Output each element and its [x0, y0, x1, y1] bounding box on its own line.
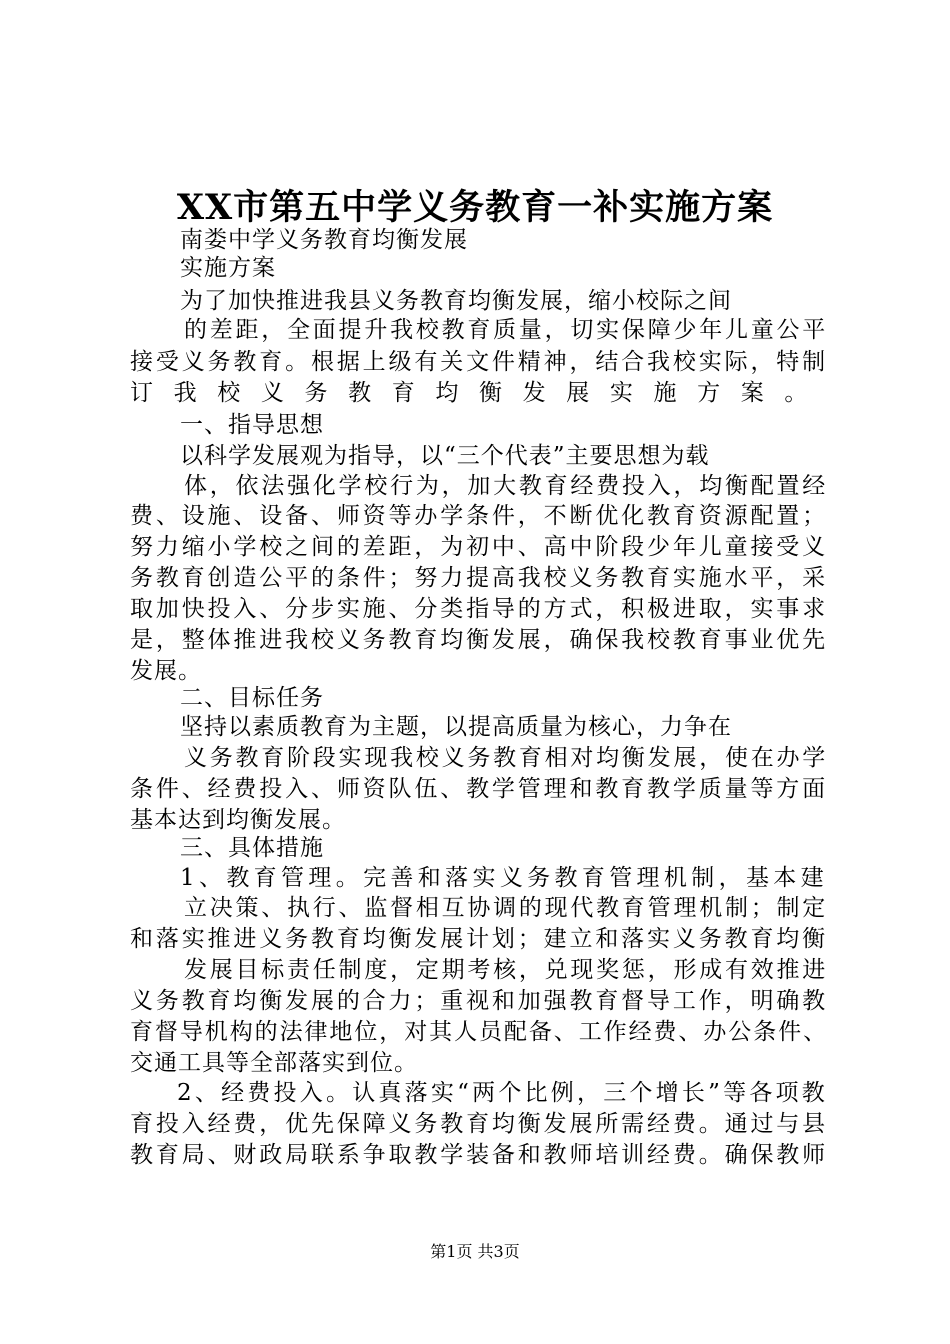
body-line: 一、指导思想 [180, 412, 324, 438]
body-line: 接受义务教育。根据上级有关文件精神，结合我校实际，特制 [130, 349, 828, 375]
body-line: 育投入经费，优先保障义务教育均衡发展所需经费。通过与县 [130, 1111, 828, 1137]
body-line: 育督导机构的法律地位，对其人员配备、工作经费、办公条件、 [130, 1019, 828, 1045]
body-line: 发展。 [130, 658, 202, 684]
body-line: 费、设施、设备、师资等办学条件，不断优化教育资源配置； [130, 503, 828, 529]
body-line: 为了加快推进我县义务教育均衡发展，缩小校际之间 [180, 288, 732, 314]
body-line: 订我校义务教育均衡发展实施方案。 [130, 380, 828, 406]
body-line: 南娄中学义务教育均衡发展 [180, 227, 468, 253]
body-line: 取加快投入、分步实施、分类指导的方式，积极进取，实事求 [130, 596, 828, 622]
body-line: 以科学发展观为指导，以“三个代表”主要思想为载 [180, 443, 710, 469]
body-line: 和落实推进义务教育均衡发展计划；建立和落实义务教育均衡 [130, 926, 828, 952]
body-line: 基本达到均衡发展。 [130, 807, 346, 833]
body-line: 实施方案 [180, 255, 276, 281]
body-line: 1、教育管理。完善和落实义务教育管理机制，基本建 [180, 865, 828, 891]
body-line: 义务教育均衡发展的合力；重视和加强教育督导工作，明确教 [130, 988, 828, 1014]
body-line: 三、具体措施 [180, 835, 324, 861]
body-line: 务教育创造公平的条件；努力提高我校义务教育实施水平，采 [130, 565, 828, 591]
body-line: 义务教育阶段实现我校义务教育相对均衡发展，使在办学 [184, 745, 828, 771]
body-line: 立决策、执行、监督相互协调的现代教育管理机制；制定 [184, 895, 828, 921]
body-line: 的差距，全面提升我校教育质量，切实保障少年儿童公平 [184, 317, 828, 343]
body-line: 是，整体推进我校义务教育均衡发展，确保我校教育事业优先 [130, 627, 828, 653]
body-line: 二、目标任务 [180, 685, 324, 711]
body-line: 坚持以素质教育为主题，以提高质量为核心，力争在 [180, 714, 732, 740]
body-line: 条件、经费投入、师资队伍、教学管理和教育教学质量等方面 [130, 776, 828, 802]
body-line: 交通工具等全部落实到位。 [130, 1050, 418, 1076]
body-line: 2、经费投入。认真落实“两个比例，三个增长”等各项教 [177, 1080, 828, 1106]
body-line: 努力缩小学校之间的差距，为初中、高中阶段少年儿童接受义 [130, 534, 828, 560]
page-footer: 第1页 共3页 [430, 1242, 520, 1261]
document-title: XX市第五中学义务教育一补实施方案 [176, 187, 774, 228]
body-line: 发展目标责任制度，定期考核，兑现奖惩，形成有效推进 [184, 957, 828, 983]
body-line: 教育局、财政局联系争取教学装备和教师培训经费。确保教师 [130, 1142, 828, 1168]
body-line: 体，依法强化学校行为，加大教育经费投入，均衡配置经 [184, 473, 828, 499]
